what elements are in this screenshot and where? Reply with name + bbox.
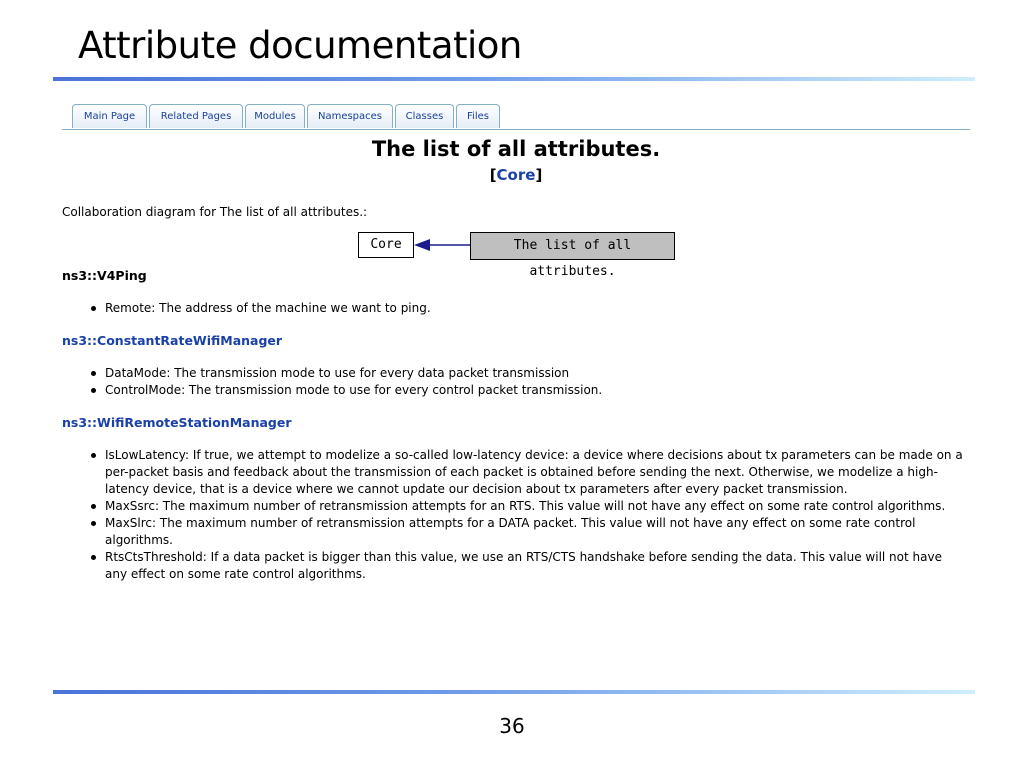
- list-item: ControlMode: The transmission mode to use for every control packet transmission.: [62, 382, 970, 399]
- tab-namespaces[interactable]: Namespaces: [307, 104, 393, 128]
- list-item: IsLowLatency: If true, we attempt to modelize a so-called low-latency device: a device where decisions about tx parameters can be made on a per-packet basis and feedback about the transmission of each packet is obtained before sending the next. Otherwise, we modelize a high-latency device, that is a device where we cannot update our decision about tx parameters after every packet transmission.: [62, 447, 970, 498]
- tab-classes[interactable]: Classes: [395, 104, 454, 128]
- title-divider: [53, 77, 975, 81]
- page-number: 36: [499, 714, 525, 738]
- list-item: MaxSsrc: The maximum number of retransmission attempts for an RTS. This value will not have any effect on some rate control algorithms.: [62, 498, 970, 515]
- doxygen-tab-bar: [62, 104, 970, 130]
- constant-rate-wifi-manager-attribute-list: [62, 365, 970, 399]
- wifi-remote-station-manager-attribute-list: [62, 447, 970, 583]
- tab-related-pages[interactable]: Related Pages: [149, 104, 243, 128]
- section-heading-wifi-remote-station-manager[interactable]: ns3::WifiRemoteStationManager: [62, 415, 292, 430]
- tab-modules[interactable]: Modules: [245, 104, 305, 128]
- diagram-arrow: [414, 236, 471, 254]
- list-item: Remote: The address of the machine we want to ping.: [62, 300, 970, 317]
- group-close-bracket: ]: [535, 166, 543, 184]
- list-item: MaxSlrc: The maximum number of retransmission attempts for a DATA packet. This value will not have any effect on some rate control algorithms.: [62, 515, 970, 549]
- footer-divider: [53, 690, 975, 694]
- v4ping-attribute-list: [62, 300, 970, 317]
- tab-main-page[interactable]: Main Page: [72, 104, 147, 128]
- core-group-link[interactable]: Core: [496, 166, 536, 184]
- doc-title: The list of all attributes.: [371, 137, 661, 161]
- diagram-node-core[interactable]: Core: [358, 232, 414, 258]
- collaboration-label: Collaboration diagram for The list of all attributes.:: [62, 205, 368, 219]
- tab-files[interactable]: Files: [456, 104, 500, 128]
- section-heading-constant-rate-wifi-manager[interactable]: ns3::ConstantRateWifiManager: [62, 333, 283, 348]
- group-reference: [62, 166, 970, 184]
- collaboration-diagram: [355, 228, 680, 279]
- slide-title: Attribute documentation: [78, 24, 522, 67]
- group-open-bracket: [: [489, 166, 497, 184]
- diagram-node-list-of-attributes: The list of all attributes.: [470, 232, 675, 260]
- list-item: DataMode: The transmission mode to use for every data packet transmission: [62, 365, 970, 382]
- section-heading-v4ping: ns3::V4Ping: [62, 268, 147, 283]
- list-item: RtsCtsThreshold: If a data packet is bigger than this value, we use an RTS/CTS handshake before sending the data. This value will not have any effect on some rate control algorithms.: [62, 549, 970, 583]
